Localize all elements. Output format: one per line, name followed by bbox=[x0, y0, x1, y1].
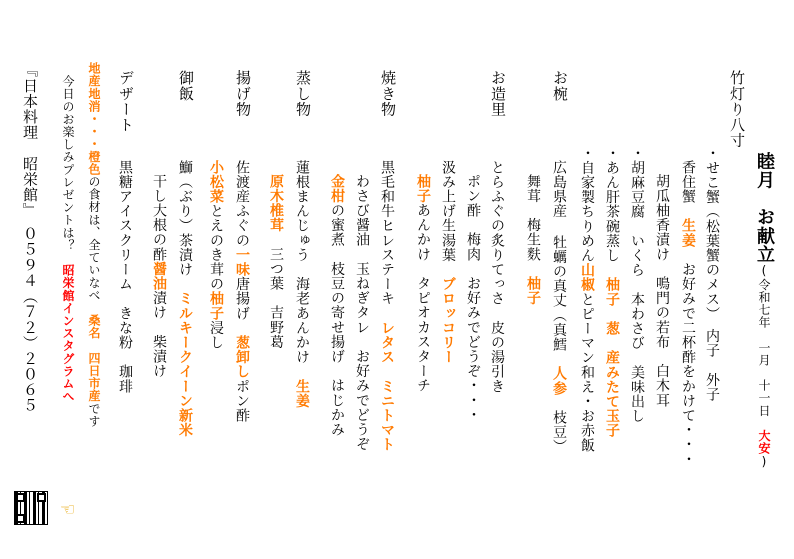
course-name-gohan: 御飯 bbox=[177, 70, 195, 102]
mushimono-line-1: 蓮根まんじゅう 海老あんかけ 生姜 bbox=[294, 160, 310, 409]
agemono-line-2: 小松菜とえのき茸の柚子浸し bbox=[208, 160, 224, 350]
otsukuri-line-1: とらふぐの炙りてっさ 皮の湯引き bbox=[489, 160, 505, 394]
course-name-dessert: デザート bbox=[117, 70, 135, 133]
restaurant-name-phone bbox=[22, 62, 37, 413]
hassun-line-6: ・自家製ちりめん山椒とピーマン和え・お赤飯 bbox=[579, 146, 595, 453]
course-name-yakimono: 焼き物 bbox=[379, 70, 397, 117]
pointing-hand-icon: ☜ bbox=[60, 500, 76, 520]
course-name-agemono: 揚げ物 bbox=[234, 70, 252, 117]
sansho-highlight: 山椒 bbox=[579, 262, 595, 293]
otsukuri-line-3: 汲み上げ生湯葉 ブロッコリー bbox=[440, 160, 456, 365]
restaurant-name: 『日本料理 昭栄館』 bbox=[21, 62, 39, 211]
course-name-mushimono: 蒸し物 bbox=[294, 70, 312, 117]
yuzu-egg-highlight: 柚子 葱 産みたて玉子 bbox=[604, 277, 620, 439]
agemono-line-1: 佐渡産ふぐの一味唐揚げ 葱卸しポン酢 bbox=[234, 160, 250, 423]
rokuyo-label: 大安 bbox=[757, 429, 771, 455]
yakimono-line-1: 黒毛和牛ヒレステーキ レタス ミニトマト bbox=[379, 160, 395, 453]
otsukuri-line-2: ポン酢 梅肉 お好みでどうぞ・・・ bbox=[465, 174, 481, 423]
instagram-link[interactable]: 昭栄館インスタグラムへ bbox=[61, 264, 75, 403]
yuzu-highlight: 柚子 bbox=[525, 276, 541, 306]
course-name-owan: お椀 bbox=[551, 70, 569, 102]
gohan-line-1: 鰤（ぶり）茶漬け ミルキークイーン新米 bbox=[177, 160, 193, 438]
owan-line-1: 広島県産 牡蠣の真丈（真鱈 人参 枝豆） bbox=[551, 160, 567, 455]
kumquat-highlight: 金柑 bbox=[329, 174, 345, 204]
orange-color-word: 橙色 bbox=[87, 150, 101, 176]
local-produce-note: 地産地消・・・橙色の食材は、全ていなべ 桑名 四日市産です bbox=[87, 62, 101, 428]
menu-title bbox=[755, 152, 773, 469]
date-suffix: ) bbox=[757, 454, 771, 470]
hassun-line-3: 胡瓜柚香漬け 鳴門の若布 白木耳 bbox=[654, 174, 670, 408]
course-name-otsukuri: お造里 bbox=[489, 70, 507, 117]
carrot-highlight: 人参 bbox=[551, 366, 567, 396]
menu-heading: お献立 bbox=[754, 207, 775, 264]
ichimi-highlight: 一味 bbox=[234, 247, 250, 277]
qr-code-icon[interactable] bbox=[14, 491, 48, 525]
otsukuri-line-4: 柚子あんかけ タピオカスターチ bbox=[415, 174, 431, 394]
mushimono-line-2: 原木椎茸 三つ葉 吉野葛 bbox=[268, 174, 284, 350]
yakimono-line-2: わさび醤油 玉ねぎタレ お好みでどうぞ bbox=[354, 174, 370, 452]
phone-number: ０５９４（７２）２０６５ bbox=[21, 226, 39, 414]
date-prefix: (令和七年 一月 十一日 bbox=[757, 263, 771, 430]
shiitake-highlight: 原木椎茸 bbox=[268, 174, 284, 233]
komatsuna-highlight: 小松菜 bbox=[208, 160, 224, 204]
yuzu-highlight-2: 柚子 bbox=[415, 174, 431, 204]
ginger-highlight: 生姜 bbox=[680, 218, 696, 248]
hassun-line-4: ・胡麻豆腐 いくら 本わさび 美味出し bbox=[629, 146, 645, 424]
course-name-hassun: 竹灯り八寸 bbox=[728, 70, 746, 148]
ginger-highlight-2: 生姜 bbox=[294, 379, 310, 409]
hassun-line-1: ・せこ蟹（松葉蟹のメス） 内子 外子 bbox=[704, 146, 720, 402]
broccoli-highlight: ブロッコリー bbox=[440, 276, 456, 365]
regions-highlight: 桑名 四日市産 bbox=[87, 314, 101, 403]
qr-finder-pattern bbox=[16, 514, 25, 523]
month-name: 睦月 bbox=[754, 152, 775, 190]
present-note: 今日のお楽しみプレゼントは？ 昭栄館インスタグラムへ bbox=[61, 75, 75, 403]
gohan-line-2: 干し大根の酢醤油漬け 柴漬け bbox=[151, 174, 167, 379]
negi-oroshi-highlight: 葱卸し bbox=[234, 335, 250, 380]
yuzu-highlight-3: 柚子 bbox=[208, 291, 224, 321]
hassun-line-2: 香住蟹 生姜 お好みで二杯酢をかけて・・・ bbox=[680, 160, 696, 467]
yakimono-line-3: 金柑の蜜煮 枝豆の寄せ揚げ はじかみ bbox=[329, 174, 345, 437]
new-rice-highlight: ミルキークイーン新米 bbox=[177, 291, 193, 438]
hassun-line-5: ・あん肝茶碗蒸し 柚子 葱 産みたて玉子 bbox=[604, 146, 620, 439]
owan-line-2: 舞茸 梅生麩 柚子 bbox=[525, 174, 541, 306]
dessert-line-1: 黒糖アイスクリーム きな粉 珈琲 bbox=[117, 160, 133, 394]
lettuce-tomato-highlight: レタス ミニトマト bbox=[379, 320, 395, 453]
soy-sauce-highlight: 醤油 bbox=[151, 261, 167, 291]
